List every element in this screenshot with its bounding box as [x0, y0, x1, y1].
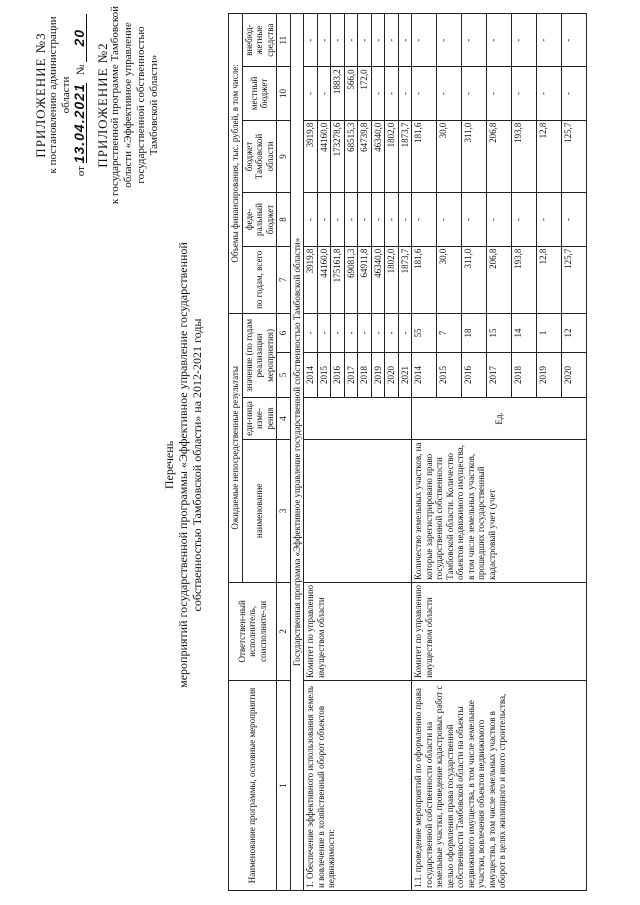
- table-row: 2015 - 44160,0 - 44160,0 - -: [317, 14, 331, 891]
- table-row: 2015 7 30,0 - 30,0 - -: [437, 14, 462, 891]
- appendix-3-date: 13.04.2021: [71, 83, 87, 164]
- header-executor: Ответствен-ный исполнитель, соисполните-ли: [229, 582, 277, 680]
- appendix-3-title: ПРИЛОЖЕНИЕ №3: [33, 32, 48, 158]
- table-row: 2016 - 175161,8 - 173278,6 1883,2 -: [331, 14, 345, 891]
- table-row: 2021 - 1873,7 - 1873,7 - -: [398, 14, 412, 891]
- appendix-2-block: ПРИЛОЖЕНИЕ №2 к государственной программе Тамбовской области «Эффективное управление государственной собственностью Тамбовской области»: [95, 5, 160, 205]
- section-1-name: 1. Обеспечение эффективного использования земель и вовлечение в хозяйственный оборот объектов недвижимости:: [304, 680, 412, 890]
- program-row: Государственная программа «Эффективное управление государственной собственностью Тамбовской области»: [290, 14, 304, 891]
- header-offbudget: внебюд-жетные средства: [242, 14, 277, 67]
- appendix-3-date-line: от 13.04.2021 № 20: [73, 5, 88, 185]
- table-row: 1. Обеспечение эффективного использования земель и вовлечение в хозяйственный оборот объектов недвижимости: Комитет по управлению имуществом области 2014 - 3919,8 - 3919,8 - -: [304, 14, 318, 891]
- appendix-3-number: 20: [73, 14, 87, 62]
- section-1-1-result: Количество земельных участков, на которые зарегистрировано право государственной собственности Тамбовской области. Количество объектов недвижимого имущества, в том числе земельных участков, прошедших государственный кадастровый учет (учет: [412, 439, 587, 582]
- table-row: 2019 1 12,8 - 12,8 - -: [537, 14, 562, 891]
- section-1-1-unit: Ед.: [412, 397, 587, 439]
- table-row: 2018 - 64911,8 - 64739,8 172,0 -: [358, 14, 372, 891]
- header-regional: бюджет Тамбовской области: [242, 120, 277, 193]
- appendix-3-line: к постановлению администрации области: [47, 16, 72, 174]
- header-federal: феде-ральный бюджет: [242, 193, 277, 246]
- table-row: 2016 18 311,0 - 311,0 - -: [462, 14, 487, 891]
- section-1-executor: Комитет по управлению имуществом области: [304, 582, 412, 680]
- header-name: Наименование программы, основные мероприятия: [229, 680, 277, 890]
- measures-table: [228, 13, 587, 891]
- section-1-1-executor: Комитет по управлению имуществом области: [412, 582, 587, 680]
- table-row: 2018 14 193,8 - 193,8 - -: [512, 14, 537, 891]
- table-row: 1.1. проведение мероприятий по оформлению права государственной собственности области на земельные участки, проведение кадастровых работ с целью оформления права государственной собственности Тамбовской области на объекты недвижимого имущества, в том числе земельные участки, вовлечения объектов недвижимого имущества, в том числе земельных участков в оборот в целях жилищного и иного строительства, Комитет по управлению имуществом области Количество земельных участков, на которые зарегистрировано право государственной собственности Тамбовской области. Количество объектов недвижимого имущества, в том числе земельных участков, прошедших государственный кадастровый учет (учет Ед. 2014 55 181,6 - 181,6 - -: [412, 14, 437, 891]
- section-1-1-name: 1.1. проведение мероприятий по оформлению права государственной собственности области на земельные участки, проведение кадастровых работ с целью оформления права государственной собственности Тамбовской области на объекты недвижимого имущества, в том числе земельные участки, вовлечения объектов недвижимого имущества, в том числе земельных участков в оборот в целях жилищного и иного строительства,: [412, 680, 587, 890]
- table-row: 2017 - 69081,3 - 68515,3 566,0 -: [344, 14, 358, 891]
- header-unit: еди-ница изме-рения: [242, 397, 277, 439]
- column-numbers-row: 1 2 3 4 5 6 7 8 9 10 11: [277, 14, 291, 891]
- table-row: 2020 - 1802,0 - 1802,0 - -: [385, 14, 399, 891]
- header-funding: Объемы финансирования, тыс. рублей, в том числе:: [229, 14, 243, 314]
- document-title: Перечень мероприятий государственной программы «Эффективное управление государственной собственностью Тамбовской области» на 2012-2021 годы: [162, 242, 204, 688]
- appendix-3-block: [34, 5, 88, 185]
- header-local: местный бюджет: [242, 67, 277, 120]
- header-results: Ожидаемые непосредственные результаты: [229, 313, 243, 582]
- header-value: значение (по годам реализации мероприятия): [242, 313, 277, 397]
- table-row: 2017 15 206,8 - 206,8 - -: [487, 14, 512, 891]
- header-result-name: наименование: [242, 439, 277, 582]
- table-row: 2019 - 46340,0 - 46340,0 - -: [371, 14, 385, 891]
- appendix-2-title: ПРИЛОЖЕНИЕ №2: [95, 42, 110, 168]
- header-total: по годам, всего: [242, 246, 277, 313]
- table-row: 2020 12 125,7 - 125,7 - -: [562, 14, 587, 891]
